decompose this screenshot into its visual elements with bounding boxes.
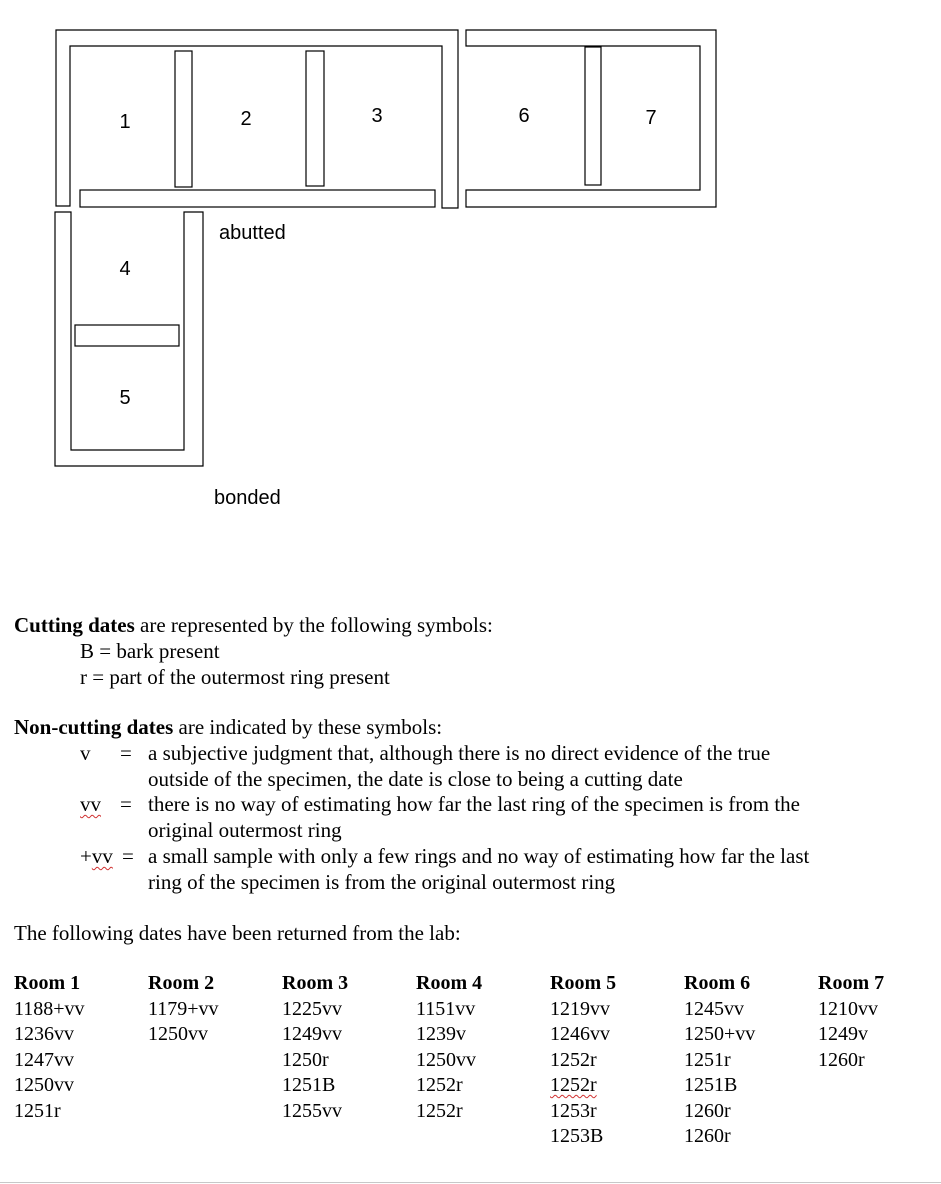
date-value: 1249v <box>818 1023 868 1045</box>
date-value: 1151vv <box>416 997 476 1020</box>
symbol-vv: vv <box>80 792 101 816</box>
wall-outer-rooms-6-7 <box>466 30 716 207</box>
column-header: Room 5 <box>550 972 617 994</box>
date-value: 1252r <box>550 1048 597 1071</box>
room-7-column <box>818 971 941 1073</box>
column-header: Room 6 <box>684 972 751 994</box>
date-value: 1260r <box>818 1048 865 1071</box>
room-label-5: 5 <box>119 387 131 409</box>
cutting-symbol-bark: B = bark present <box>80 639 220 663</box>
date-value: 1250+vv <box>684 1023 756 1045</box>
column-header: Room 1 <box>14 972 81 994</box>
column-header: Room 3 <box>282 972 349 994</box>
date-value: 1225vv <box>282 997 342 1020</box>
room-2-column <box>148 971 278 1048</box>
date-value: 1250r <box>282 1048 329 1071</box>
bonded-label: bonded <box>214 487 281 509</box>
date-value: 1246vv <box>550 1023 610 1045</box>
definition-line-2: outside of the specimen, the date is close to being a cutting date <box>148 767 683 791</box>
room-label-4: 4 <box>119 258 131 280</box>
date-value: 1236vv <box>14 1023 74 1045</box>
date-value: 1251r <box>14 1099 61 1122</box>
room-4-column <box>416 971 546 1124</box>
definition-line-2: original outermost ring <box>148 818 342 842</box>
equals-sign: = <box>120 741 132 765</box>
date-value: 1260r <box>684 1099 731 1122</box>
date-value: 1247vv <box>14 1048 74 1071</box>
room-label-2: 2 <box>240 108 252 130</box>
wall-partition-6-7 <box>585 47 601 185</box>
date-value: 1251B <box>282 1074 336 1096</box>
non-cutting-entry-v <box>0 740 941 792</box>
room-1-column <box>14 971 144 1124</box>
dates-returned-intro: The following dates have been returned from the lab: <box>14 921 461 945</box>
date-value: 1179+vv <box>148 997 219 1020</box>
date-value: 1249vv <box>282 1023 342 1045</box>
date-value: 1251B <box>684 1074 738 1096</box>
date-value: 1255vv <box>282 1099 342 1122</box>
definition-line-1: a subjective judgment that, although there is no direct evidence of the true <box>148 741 771 765</box>
wall-partition-2-3 <box>306 51 324 186</box>
wall-outer-rooms-1-3 <box>56 30 458 208</box>
date-value: 1250vv <box>14 1074 74 1096</box>
cutting-symbol-ring: r = part of the outermost ring present <box>80 665 390 689</box>
column-header: Room 7 <box>818 972 885 994</box>
room-6-column <box>684 971 814 1150</box>
symbol-v: v <box>80 741 91 765</box>
room-label-7: 7 <box>645 107 657 129</box>
wall-partition-4-5 <box>75 325 179 346</box>
wall-outer-rooms-4-5 <box>55 212 203 466</box>
date-value: 1188+vv <box>14 997 85 1020</box>
definition-line-1: a small sample with only a few rings and no way of estimating how far the last <box>148 844 810 868</box>
date-value: 1210vv <box>818 997 878 1020</box>
abutted-label: abutted <box>219 222 286 244</box>
date-value: 1252r <box>416 1074 463 1096</box>
date-value: 1253B <box>550 1125 604 1147</box>
date-value: 1252r <box>416 1099 463 1122</box>
non-cutting-dates-intro: Non-cutting dates are indicated by these symbols: <box>14 715 443 739</box>
wall-south-rooms-1-3 <box>80 190 435 207</box>
page-divider <box>0 1182 941 1183</box>
date-value: 1250vv <box>148 1023 208 1045</box>
non-cutting-entry-vv <box>0 791 941 843</box>
room-plan-diagram <box>0 0 941 560</box>
date-value: 1251r <box>684 1048 731 1071</box>
date-value: 1250vv <box>416 1048 476 1071</box>
date-value: 1219vv <box>550 997 610 1020</box>
column-header: Room 2 <box>148 972 215 994</box>
room-3-column <box>282 971 412 1124</box>
date-value: 1245vv <box>684 997 744 1020</box>
equals-sign: = <box>120 792 132 816</box>
room-label-1: 1 <box>119 111 131 133</box>
symbol-plus-vv: +vv <box>80 844 113 868</box>
date-value: 1252r <box>550 1074 597 1096</box>
room-5-column <box>550 971 680 1150</box>
cutting-dates-intro: Cutting dates are represented by the following symbols: <box>14 613 493 637</box>
room-label-3: 3 <box>371 105 383 127</box>
date-value: 1239v <box>416 1023 466 1045</box>
column-header: Room 4 <box>416 972 483 994</box>
definition-line-1: there is no way of estimating how far the last ring of the specimen is from the <box>148 792 800 816</box>
date-value: 1260r <box>684 1125 731 1147</box>
non-cutting-entry-plus-vv <box>0 843 941 895</box>
equals-sign: = <box>122 844 134 868</box>
date-value: 1253r <box>550 1099 597 1122</box>
definition-line-2: ring of the specimen is from the original outermost ring <box>148 870 616 894</box>
wall-partition-1-2 <box>175 51 192 187</box>
room-label-6: 6 <box>518 105 530 127</box>
